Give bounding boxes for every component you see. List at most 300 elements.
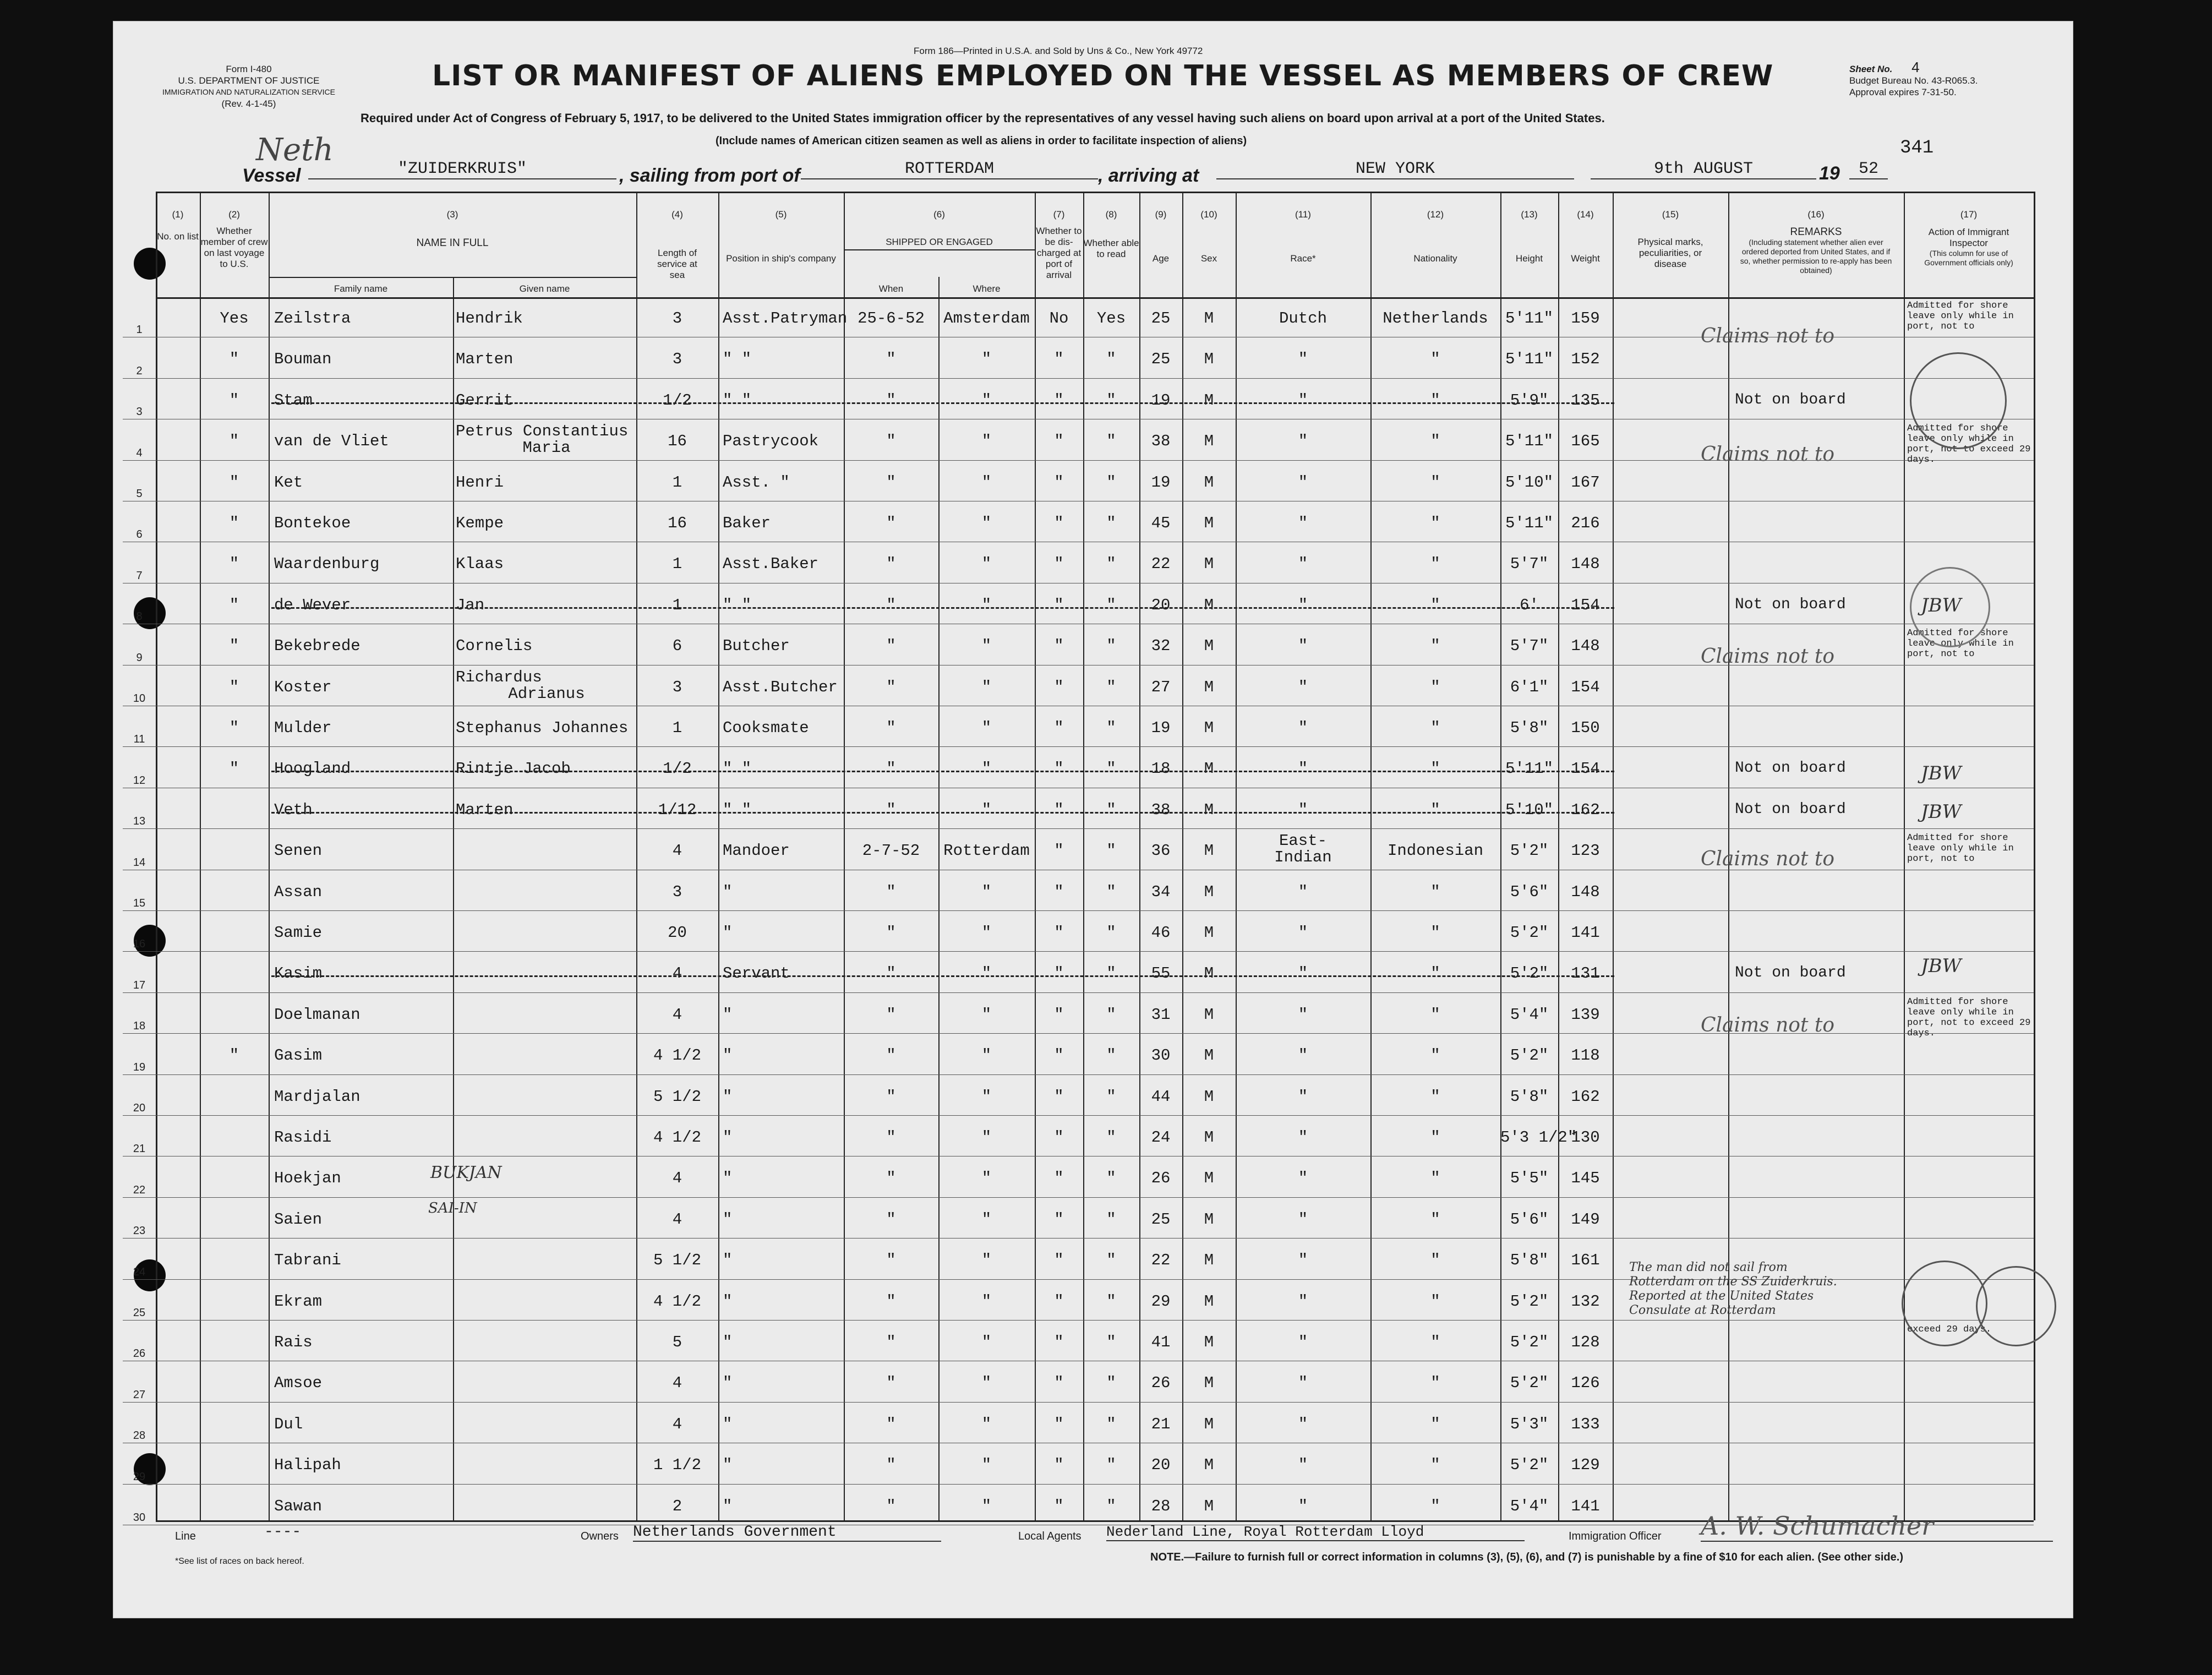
row-sex: M xyxy=(1204,1497,1214,1515)
row-age: 21 xyxy=(1151,1415,1171,1433)
row-sex: M xyxy=(1204,309,1214,328)
row-age: 36 xyxy=(1151,842,1171,860)
row-nat: " xyxy=(1430,514,1440,532)
col14-header: (14) Weight xyxy=(1571,209,1600,264)
row-when: " xyxy=(886,1333,896,1351)
col15-header: (15) Physical marks, peculiarities, or disease xyxy=(1637,209,1703,269)
row-service: 4 1/2 xyxy=(653,1292,701,1311)
strike-through-line xyxy=(271,812,1614,814)
row-read: " xyxy=(1106,473,1116,492)
row-position: " xyxy=(723,1128,733,1147)
row-where: " xyxy=(981,1128,992,1147)
row-weight: 154 xyxy=(1571,596,1600,614)
row-family: van de Vliet xyxy=(274,432,389,451)
row-weight: 131 xyxy=(1571,964,1600,983)
row-no: 21 xyxy=(133,1143,146,1155)
row-race: " xyxy=(1298,800,1308,819)
row-read: " xyxy=(1106,1292,1116,1311)
row-read: Yes xyxy=(1096,309,1126,328)
row-rule xyxy=(123,1197,2034,1198)
row-no: 20 xyxy=(133,1102,146,1114)
row-sex: M xyxy=(1204,391,1214,410)
row-weight: 139 xyxy=(1571,1005,1600,1024)
arrival-date: 9th AUGUST xyxy=(1591,160,1816,179)
row-action xyxy=(1907,465,2034,503)
form-dept-line: U.S. DEPARTMENT OF JUSTICE xyxy=(178,75,320,86)
row-height: 5'4" xyxy=(1510,1005,1549,1024)
row-rule xyxy=(123,746,2034,747)
row-family: Bekebrede xyxy=(274,637,361,656)
row-weight: 149 xyxy=(1571,1210,1600,1229)
row-read: " xyxy=(1106,1374,1116,1393)
row-given: Cornelis xyxy=(456,637,533,656)
row-position: Baker xyxy=(723,514,771,532)
row-nat: " xyxy=(1430,391,1440,410)
row-where: " xyxy=(981,1005,992,1024)
row-disch: " xyxy=(1054,1128,1064,1147)
row-given: Jan xyxy=(456,596,485,614)
row-service: 20 xyxy=(668,924,687,942)
row-remarks: Not on board xyxy=(1735,596,1846,613)
row-height: 5'7" xyxy=(1510,555,1549,574)
row-sex: M xyxy=(1204,882,1214,901)
col1-header: (1) No. on list xyxy=(157,209,199,242)
row-where: " xyxy=(981,637,992,656)
row-weight: 123 xyxy=(1571,842,1600,860)
row-position: " xyxy=(723,1333,733,1351)
row-service: 5 1/2 xyxy=(653,1087,701,1106)
row-height: 5'2" xyxy=(1510,1456,1549,1475)
row-service: 4 1/2 xyxy=(653,1128,701,1147)
col3-header: (3) NAME IN FULL xyxy=(416,209,489,249)
row-weight: 141 xyxy=(1571,924,1600,942)
row-position: " xyxy=(723,1251,733,1270)
row-disch: " xyxy=(1054,391,1064,410)
row-action xyxy=(1907,915,2034,953)
row-family: Hoogland xyxy=(274,760,351,778)
row-action: Admitted for shore leave only while in port, not to exceed 29 days. xyxy=(1907,423,2031,466)
row-family: Koster xyxy=(274,678,332,696)
row-read: " xyxy=(1106,1169,1116,1188)
row-race: " xyxy=(1298,924,1308,942)
stamp-number: 341 xyxy=(1900,138,1934,159)
row-read: " xyxy=(1106,350,1116,369)
row-read: " xyxy=(1106,1333,1116,1351)
row-action xyxy=(1907,710,2034,749)
row-race: " xyxy=(1298,1292,1308,1311)
row-height: 5'11" xyxy=(1505,514,1553,532)
row-last: " xyxy=(229,719,239,737)
row-position: " " xyxy=(723,760,752,778)
row-read: " xyxy=(1106,882,1116,901)
row-read: " xyxy=(1106,1456,1116,1475)
row-race: " xyxy=(1298,473,1308,492)
col3b-header: Given name xyxy=(519,283,570,294)
consulate-stamp-1 xyxy=(1910,352,2007,449)
row-action: Admitted for shore leave only while in port, not to xyxy=(1907,628,2014,660)
row-position: " xyxy=(723,1292,733,1311)
col7-header: (7) Whether to be dis-charged at port of arrival xyxy=(1036,209,1082,280)
row-family: Mulder xyxy=(274,719,332,737)
row-disch: " xyxy=(1054,924,1064,942)
row-no: 7 xyxy=(136,569,143,582)
row-sex: M xyxy=(1204,514,1214,532)
row-nat: " xyxy=(1430,1415,1440,1433)
row-family: Assan xyxy=(274,882,323,901)
row-sex: M xyxy=(1204,842,1214,860)
row-weight: 148 xyxy=(1571,555,1600,574)
row-no: 3 xyxy=(136,406,143,418)
row-sex: M xyxy=(1204,637,1214,656)
row-height: 5'6" xyxy=(1510,1210,1549,1229)
row-nat: " xyxy=(1430,678,1440,696)
row-weight: 154 xyxy=(1571,760,1600,778)
row-disch: " xyxy=(1054,760,1064,778)
row-age: 20 xyxy=(1151,1456,1171,1475)
arriving-label: , arriving at xyxy=(1098,165,1199,186)
row-when: " xyxy=(886,678,896,696)
row-position: Servant xyxy=(723,964,790,983)
row-nat: " xyxy=(1430,800,1440,819)
row-where: " xyxy=(981,1374,992,1393)
row-read: " xyxy=(1106,391,1116,410)
row-race: " xyxy=(1298,1497,1308,1515)
row-nat: " xyxy=(1430,1251,1440,1270)
row-given: Petrus Constantius xyxy=(456,422,629,441)
row-last: " xyxy=(229,596,239,614)
row-read: " xyxy=(1106,678,1116,696)
row-position: " " xyxy=(723,391,752,410)
row-family: Gasim xyxy=(274,1046,323,1065)
row-height: 5'2" xyxy=(1510,1374,1549,1393)
row-weight: 126 xyxy=(1571,1374,1600,1393)
row-action: Admitted for shore leave only while in port, not to xyxy=(1907,301,2014,332)
row-weight: 167 xyxy=(1571,473,1600,492)
row-when: " xyxy=(886,473,896,492)
row-action xyxy=(1907,1160,2034,1199)
row-no: 1 xyxy=(136,324,143,336)
row-read: " xyxy=(1106,555,1116,574)
row-position: Asst.Baker xyxy=(723,555,819,574)
row-weight: 165 xyxy=(1571,432,1600,451)
row-given: Kempe xyxy=(456,514,504,532)
row-race: " xyxy=(1298,514,1308,532)
row-family: Sawan xyxy=(274,1497,323,1515)
row-last: " xyxy=(229,432,239,451)
row-age: 19 xyxy=(1151,473,1171,492)
row-disch: " xyxy=(1054,596,1064,614)
row-sex: M xyxy=(1204,473,1214,492)
arrival-year: 52 xyxy=(1849,160,1888,179)
row-service: 3 xyxy=(672,350,682,369)
row-read: " xyxy=(1106,719,1116,737)
row-family: Stam xyxy=(274,391,313,410)
row-when: " xyxy=(886,391,896,410)
row-height: 5'11" xyxy=(1505,432,1553,451)
row-sex: M xyxy=(1204,1333,1214,1351)
row-where: " xyxy=(981,882,992,901)
row-nat: " xyxy=(1430,350,1440,369)
row-when: 25-6-52 xyxy=(858,309,925,328)
row-no: 28 xyxy=(133,1430,146,1442)
footer-officer-label: Immigration Officer xyxy=(1569,1530,1662,1542)
row-nat: " xyxy=(1430,924,1440,942)
row-family: Zeilstra xyxy=(274,309,351,328)
row25-handwritten-note: The man did not sail from Rotterdam on the SS Zuiderkruis. Reported at the United States Consulate at Rotterdam xyxy=(1629,1261,1837,1317)
row-last: " xyxy=(229,350,239,369)
row-when: " xyxy=(886,596,896,614)
strike-through-line xyxy=(271,607,1614,609)
row-read: " xyxy=(1106,842,1116,860)
row-when: " xyxy=(886,924,896,942)
row-disch: No xyxy=(1049,309,1069,328)
row-sex: M xyxy=(1204,432,1214,451)
row-position: " " xyxy=(723,800,752,819)
row-disch: " xyxy=(1054,678,1064,696)
col6a-header: When xyxy=(878,283,904,294)
row-age: 32 xyxy=(1151,637,1171,656)
row-where: " xyxy=(981,760,992,778)
row-nat: " xyxy=(1430,1169,1440,1188)
row-last: Yes xyxy=(220,309,249,328)
page-title: LIST OR MANIFEST OF ALIENS EMPLOYED ON THE VESSEL AS MEMBERS OF CREW xyxy=(432,59,1774,92)
row-height: 5'9" xyxy=(1510,391,1549,410)
row-family: Halipah xyxy=(274,1456,341,1475)
claims-note-3: Claims not to xyxy=(1701,645,1834,668)
strike-through-line xyxy=(271,402,1614,404)
row-nat: " xyxy=(1430,1210,1440,1229)
row-weight: 162 xyxy=(1571,800,1600,819)
row-service: 1 xyxy=(672,596,682,614)
row-last: " xyxy=(229,555,239,574)
row-position: Cooksmate xyxy=(723,719,809,737)
row-rule xyxy=(123,1402,2034,1403)
row-when: " xyxy=(886,1251,896,1270)
row-service: 1 xyxy=(672,719,682,737)
row-height: 5'11" xyxy=(1505,309,1553,328)
sheet-number-block xyxy=(1849,59,1978,98)
row-given-line2: Maria xyxy=(522,439,571,457)
row-race: " xyxy=(1298,678,1308,696)
col4-header: (4) Length of service at sea xyxy=(657,209,697,280)
row-service: 1 1/2 xyxy=(653,1456,701,1475)
row-where: " xyxy=(981,596,992,614)
row-when: " xyxy=(886,1415,896,1433)
row-weight: 130 xyxy=(1571,1128,1600,1147)
row-where: " xyxy=(981,1333,992,1351)
row-where: " xyxy=(981,678,992,696)
row-age: 38 xyxy=(1151,432,1171,451)
row-family: Senen xyxy=(274,842,323,860)
row-where: Rotterdam xyxy=(943,842,1030,860)
row-no: 13 xyxy=(133,815,146,828)
row-sex: M xyxy=(1204,1374,1214,1393)
row-no: 11 xyxy=(133,733,145,746)
row-race: " xyxy=(1298,1046,1308,1065)
footer-owners-label: Owners xyxy=(581,1530,619,1542)
row-no: 5 xyxy=(136,488,143,500)
row-family: Hoekjan xyxy=(274,1169,341,1188)
row-age: 27 xyxy=(1151,678,1171,696)
year-prefix: 19 xyxy=(1819,163,1840,184)
row-no: 8 xyxy=(136,610,143,623)
row-read: " xyxy=(1106,760,1116,778)
row-race: Dutch xyxy=(1279,309,1327,328)
row-position: " " xyxy=(723,350,752,369)
row-service: 4 xyxy=(672,1374,682,1393)
row-sex: M xyxy=(1204,678,1214,696)
row-rule xyxy=(123,378,2034,379)
row-when: " xyxy=(886,1087,896,1106)
row-position: Asst.Butcher xyxy=(723,678,838,696)
row-nat: " xyxy=(1430,1046,1440,1065)
row-when: " xyxy=(886,1456,896,1475)
vessel-label: Vessel xyxy=(242,165,301,186)
row-weight: 152 xyxy=(1571,350,1600,369)
row-family: Dul xyxy=(274,1415,303,1433)
row-sex: M xyxy=(1204,924,1214,942)
row-position: " " xyxy=(723,596,752,614)
row-disch: " xyxy=(1054,473,1064,492)
row-nat: " xyxy=(1430,1005,1440,1024)
row-age: 55 xyxy=(1151,964,1171,983)
row-family: Ekram xyxy=(274,1292,323,1311)
row-age: 22 xyxy=(1151,1251,1171,1270)
row-no: 4 xyxy=(136,446,143,459)
row-where: " xyxy=(981,800,992,819)
row-height: 5'2" xyxy=(1510,1046,1549,1065)
row-age: 25 xyxy=(1151,350,1171,369)
row-height: 5'10" xyxy=(1505,473,1553,492)
row-when: " xyxy=(886,555,896,574)
row-age: 31 xyxy=(1151,1005,1171,1024)
row-race: " xyxy=(1298,1456,1308,1475)
row-weight: 154 xyxy=(1571,678,1600,696)
row-family: Saien xyxy=(274,1210,323,1229)
row-age: 38 xyxy=(1151,800,1171,819)
row-no: 10 xyxy=(133,692,146,705)
row-age: 26 xyxy=(1151,1374,1171,1393)
row-height: 5'2" xyxy=(1510,964,1549,983)
row-age: 19 xyxy=(1151,391,1171,410)
row-read: " xyxy=(1106,1497,1116,1515)
row-position: " xyxy=(723,1169,733,1188)
initials-8: JBW xyxy=(1921,594,1962,616)
row-weight: 161 xyxy=(1571,1251,1600,1270)
row-when: " xyxy=(886,964,896,983)
row-no: 17 xyxy=(133,979,146,991)
row-last: " xyxy=(229,1046,239,1065)
row-given: Rintje Jacob xyxy=(456,760,571,778)
footer-note: NOTE.—Failure to furnish full or correct information in columns (3), (5), (6), and (7) is punishable by a fine of $10 for each alien. (See other side.) xyxy=(1150,1551,1903,1563)
row-weight: 150 xyxy=(1571,719,1600,737)
row-read: " xyxy=(1106,1005,1116,1024)
row-age: 25 xyxy=(1151,309,1171,328)
row-race: " xyxy=(1298,882,1308,901)
row-when: " xyxy=(886,1005,896,1024)
row-when: " xyxy=(886,1292,896,1311)
col12-header: (12) Nationality xyxy=(1413,209,1457,264)
vessel-name: "ZUIDERKRUIS" xyxy=(308,160,616,179)
row-when: " xyxy=(886,1128,896,1147)
row-nat: " xyxy=(1430,555,1440,574)
row-age: 34 xyxy=(1151,882,1171,901)
row-no: 15 xyxy=(133,897,146,909)
row-nat: " xyxy=(1430,1333,1440,1351)
strike-through-line xyxy=(271,975,1614,977)
row-family: de Wever xyxy=(274,596,351,614)
col3a-header: Family name xyxy=(334,283,388,294)
row-action xyxy=(1907,505,2034,544)
row-age: 44 xyxy=(1151,1087,1171,1106)
row-where: " xyxy=(981,1087,992,1106)
row-race: " xyxy=(1298,596,1308,614)
row-read: " xyxy=(1106,1415,1116,1433)
row-no: 6 xyxy=(136,528,143,541)
row-family: Doelmanan xyxy=(274,1005,361,1024)
row-height: 5'4" xyxy=(1510,1497,1549,1515)
officer-signature: A. W. Schumacher xyxy=(1701,1511,2053,1542)
row-race: " xyxy=(1298,1210,1308,1229)
row-given: Hendrik xyxy=(456,309,523,328)
row-age: 30 xyxy=(1151,1046,1171,1065)
row-where: " xyxy=(981,964,992,983)
row-no: 19 xyxy=(133,1061,146,1073)
row-sex: M xyxy=(1204,1005,1214,1024)
row-height: 5'2" xyxy=(1510,1333,1549,1351)
row-when: 2-7-52 xyxy=(862,842,920,860)
row-when: " xyxy=(886,637,896,656)
row-service: 4 1/2 xyxy=(653,1046,701,1065)
row-height: 5'2" xyxy=(1510,842,1549,860)
row-age: 18 xyxy=(1151,760,1171,778)
row-action xyxy=(1907,1406,2034,1445)
row-action xyxy=(1907,1079,2034,1117)
row-race: " xyxy=(1298,350,1308,369)
row-position: " xyxy=(723,1374,733,1393)
row-when: " xyxy=(886,1374,896,1393)
row-no: 29 xyxy=(133,1470,146,1483)
row-height: 5'8" xyxy=(1510,1087,1549,1106)
row-age: 29 xyxy=(1151,1292,1171,1311)
row-disch: " xyxy=(1054,1333,1064,1351)
row-height: 6'1" xyxy=(1510,678,1549,696)
row-weight: 128 xyxy=(1571,1333,1600,1351)
row-given: Marten xyxy=(456,800,514,819)
row-rule xyxy=(123,1074,2034,1075)
row-disch: " xyxy=(1054,1456,1064,1475)
row-remarks: Not on board xyxy=(1735,800,1846,818)
row-read: " xyxy=(1106,1128,1116,1147)
row-race: " xyxy=(1298,1374,1308,1393)
row-position: Asst.Patryman xyxy=(723,309,848,328)
row-disch: " xyxy=(1054,719,1064,737)
row-where: " xyxy=(981,350,992,369)
row-action xyxy=(1907,1365,2034,1404)
row-family: Veth xyxy=(274,800,313,819)
row-height: 5'7" xyxy=(1510,637,1549,656)
row-sex: M xyxy=(1204,1251,1214,1270)
row-no: 27 xyxy=(133,1388,146,1401)
row-race: " xyxy=(1298,1251,1308,1270)
col11-header: (11) Race* xyxy=(1290,209,1316,264)
row-race: " xyxy=(1298,964,1308,983)
row-nat: " xyxy=(1430,1128,1440,1147)
row-weight: 216 xyxy=(1571,514,1600,532)
row-no: 18 xyxy=(133,1020,146,1033)
row-disch: " xyxy=(1054,637,1064,656)
row-no: 16 xyxy=(133,938,146,951)
